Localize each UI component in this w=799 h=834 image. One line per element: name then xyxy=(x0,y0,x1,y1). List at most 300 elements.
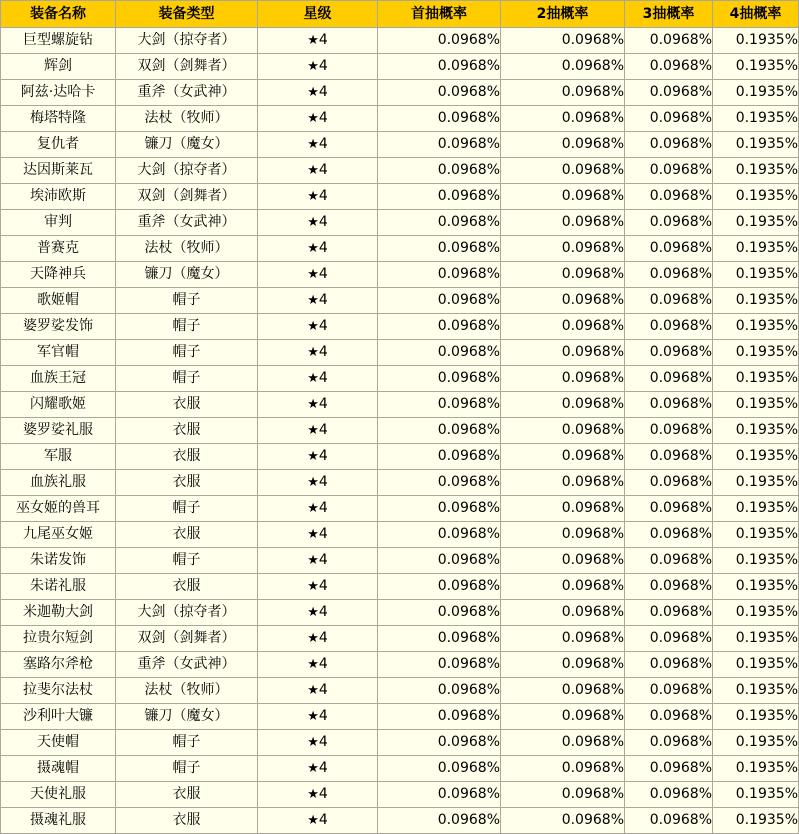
first-draw-rate-cell: 0.0968% xyxy=(378,158,501,184)
star-icon: ★ xyxy=(307,553,319,568)
star-level-value: 4 xyxy=(318,110,328,126)
equip-name-cell: 普赛克 xyxy=(1,236,116,262)
star-icon: ★ xyxy=(307,579,319,594)
table-row xyxy=(1,132,799,158)
draw2-rate-cell: 0.0968% xyxy=(501,106,625,132)
header-first-draw-rate: 首抽概率 xyxy=(378,1,501,28)
equip-name-cell: 婆罗娑礼服 xyxy=(1,418,116,444)
equip-type-cell: 大剑（掠夺者） xyxy=(116,158,258,184)
draw4-rate-cell: 0.1935% xyxy=(713,392,799,418)
star-icon: ★ xyxy=(307,189,319,204)
table-row xyxy=(1,28,799,54)
star-icon: ★ xyxy=(307,111,319,126)
draw2-rate-cell: 0.0968% xyxy=(501,392,625,418)
equip-name-cell: 婆罗娑发饰 xyxy=(1,314,116,340)
draw4-rate-cell: 0.1935% xyxy=(713,704,799,730)
first-draw-rate-cell: 0.0968% xyxy=(378,522,501,548)
star-icon: ★ xyxy=(307,293,319,308)
draw3-rate-cell: 0.0968% xyxy=(625,678,713,704)
draw4-rate-cell: 0.1935% xyxy=(713,210,799,236)
draw3-rate-cell: 0.0968% xyxy=(625,106,713,132)
star-level-cell xyxy=(258,756,378,782)
table-row xyxy=(1,678,799,704)
equip-name-cell: 巨型螺旋钻 xyxy=(1,28,116,54)
draw4-rate-cell: 0.1935% xyxy=(713,496,799,522)
equip-name-cell: 审判 xyxy=(1,210,116,236)
equip-name-cell: 朱诺发饰 xyxy=(1,548,116,574)
table-header-row xyxy=(1,1,799,28)
first-draw-rate-cell: 0.0968% xyxy=(378,678,501,704)
equip-type-cell: 双剑（剑舞者） xyxy=(116,626,258,652)
star-icon: ★ xyxy=(307,475,319,490)
star-level-value: 4 xyxy=(318,188,328,204)
draw2-rate-cell: 0.0968% xyxy=(501,236,625,262)
equip-type-cell: 衣服 xyxy=(116,392,258,418)
draw3-rate-cell: 0.0968% xyxy=(625,626,713,652)
star-level-cell xyxy=(258,288,378,314)
draw3-rate-cell: 0.0968% xyxy=(625,418,713,444)
draw4-rate-cell: 0.1935% xyxy=(713,730,799,756)
table-row xyxy=(1,522,799,548)
draw4-rate-cell: 0.1935% xyxy=(713,782,799,808)
table-row xyxy=(1,80,799,106)
draw3-rate-cell: 0.0968% xyxy=(625,158,713,184)
equip-type-cell: 帽子 xyxy=(116,314,258,340)
star-level-value: 4 xyxy=(318,318,328,334)
draw3-rate-cell: 0.0968% xyxy=(625,184,713,210)
star-level-cell xyxy=(258,236,378,262)
first-draw-rate-cell: 0.0968% xyxy=(378,730,501,756)
draw4-rate-cell: 0.1935% xyxy=(713,184,799,210)
table-row xyxy=(1,418,799,444)
equip-name-cell: 复仇者 xyxy=(1,132,116,158)
draw2-rate-cell: 0.0968% xyxy=(501,678,625,704)
star-icon: ★ xyxy=(307,709,319,724)
draw4-rate-cell: 0.1935% xyxy=(713,678,799,704)
draw2-rate-cell: 0.0968% xyxy=(501,548,625,574)
equip-name-cell: 摄魂礼服 xyxy=(1,808,116,834)
star-icon: ★ xyxy=(307,59,319,74)
header-star-level: 星级 xyxy=(258,1,378,28)
draw2-rate-cell: 0.0968% xyxy=(501,704,625,730)
equip-type-cell: 衣服 xyxy=(116,444,258,470)
star-level-value: 4 xyxy=(318,630,328,646)
draw3-rate-cell: 0.0968% xyxy=(625,236,713,262)
star-level-cell xyxy=(258,314,378,340)
star-icon: ★ xyxy=(307,423,319,438)
star-level-cell xyxy=(258,678,378,704)
star-icon: ★ xyxy=(307,813,319,828)
first-draw-rate-cell: 0.0968% xyxy=(378,496,501,522)
draw3-rate-cell: 0.0968% xyxy=(625,548,713,574)
equip-type-cell: 衣服 xyxy=(116,522,258,548)
table-row xyxy=(1,340,799,366)
table-row xyxy=(1,704,799,730)
draw4-rate-cell: 0.1935% xyxy=(713,366,799,392)
draw2-rate-cell: 0.0968% xyxy=(501,54,625,80)
star-level-value: 4 xyxy=(318,578,328,594)
draw2-rate-cell: 0.0968% xyxy=(501,158,625,184)
equip-type-cell: 帽子 xyxy=(116,496,258,522)
star-icon: ★ xyxy=(307,241,319,256)
draw2-rate-cell: 0.0968% xyxy=(501,366,625,392)
star-level-cell xyxy=(258,808,378,834)
star-icon: ★ xyxy=(307,605,319,620)
draw3-rate-cell: 0.0968% xyxy=(625,574,713,600)
star-level-value: 4 xyxy=(318,708,328,724)
first-draw-rate-cell: 0.0968% xyxy=(378,288,501,314)
draw2-rate-cell: 0.0968% xyxy=(501,314,625,340)
draw4-rate-cell: 0.1935% xyxy=(713,80,799,106)
equip-name-cell: 闪耀歌姬 xyxy=(1,392,116,418)
equip-type-cell: 法杖（牧师） xyxy=(116,106,258,132)
draw3-rate-cell: 0.0968% xyxy=(625,756,713,782)
star-icon: ★ xyxy=(307,449,319,464)
star-level-value: 4 xyxy=(318,604,328,620)
table-row xyxy=(1,756,799,782)
star-level-cell xyxy=(258,470,378,496)
table-row xyxy=(1,600,799,626)
draw3-rate-cell: 0.0968% xyxy=(625,392,713,418)
first-draw-rate-cell: 0.0968% xyxy=(378,808,501,834)
table-row xyxy=(1,106,799,132)
draw2-rate-cell: 0.0968% xyxy=(501,782,625,808)
equip-name-cell: 梅塔特隆 xyxy=(1,106,116,132)
table-row xyxy=(1,236,799,262)
star-level-cell xyxy=(258,392,378,418)
first-draw-rate-cell: 0.0968% xyxy=(378,600,501,626)
star-level-value: 4 xyxy=(318,500,328,516)
star-level-value: 4 xyxy=(318,344,328,360)
draw4-rate-cell: 0.1935% xyxy=(713,418,799,444)
draw3-rate-cell: 0.0968% xyxy=(625,652,713,678)
draw2-rate-cell: 0.0968% xyxy=(501,470,625,496)
equip-type-cell: 双剑（剑舞者） xyxy=(116,54,258,80)
star-level-value: 4 xyxy=(318,734,328,750)
equip-name-cell: 血族礼服 xyxy=(1,470,116,496)
star-level-value: 4 xyxy=(318,84,328,100)
equip-type-cell: 帽子 xyxy=(116,366,258,392)
equip-type-cell: 大剑（掠夺者） xyxy=(116,28,258,54)
draw4-rate-cell: 0.1935% xyxy=(713,262,799,288)
first-draw-rate-cell: 0.0968% xyxy=(378,392,501,418)
star-level-cell xyxy=(258,626,378,652)
first-draw-rate-cell: 0.0968% xyxy=(378,444,501,470)
draw3-rate-cell: 0.0968% xyxy=(625,704,713,730)
star-icon: ★ xyxy=(307,501,319,516)
table-row xyxy=(1,574,799,600)
draw3-rate-cell: 0.0968% xyxy=(625,470,713,496)
star-level-value: 4 xyxy=(318,786,328,802)
star-level-value: 4 xyxy=(318,266,328,282)
equip-name-cell: 巫女姬的兽耳 xyxy=(1,496,116,522)
equip-type-cell: 镰刀（魔女） xyxy=(116,132,258,158)
table-row xyxy=(1,444,799,470)
table-row xyxy=(1,54,799,80)
draw2-rate-cell: 0.0968% xyxy=(501,262,625,288)
table-row xyxy=(1,548,799,574)
equip-name-cell: 塞路尔斧枪 xyxy=(1,652,116,678)
draw2-rate-cell: 0.0968% xyxy=(501,210,625,236)
star-icon: ★ xyxy=(307,735,319,750)
draw2-rate-cell: 0.0968% xyxy=(501,574,625,600)
draw3-rate-cell: 0.0968% xyxy=(625,210,713,236)
first-draw-rate-cell: 0.0968% xyxy=(378,366,501,392)
draw4-rate-cell: 0.1935% xyxy=(713,522,799,548)
draw3-rate-cell: 0.0968% xyxy=(625,808,713,834)
equip-type-cell: 衣服 xyxy=(116,574,258,600)
draw4-rate-cell: 0.1935% xyxy=(713,106,799,132)
table-row xyxy=(1,314,799,340)
star-level-value: 4 xyxy=(318,396,328,412)
equip-type-cell: 重斧（女武神） xyxy=(116,652,258,678)
star-level-value: 4 xyxy=(318,136,328,152)
star-level-cell xyxy=(258,366,378,392)
equip-type-cell: 衣服 xyxy=(116,808,258,834)
draw4-rate-cell: 0.1935% xyxy=(713,132,799,158)
equip-name-cell: 军服 xyxy=(1,444,116,470)
draw2-rate-cell: 0.0968% xyxy=(501,28,625,54)
draw4-rate-cell: 0.1935% xyxy=(713,314,799,340)
draw4-rate-cell: 0.1935% xyxy=(713,548,799,574)
star-level-cell xyxy=(258,80,378,106)
star-icon: ★ xyxy=(307,527,319,542)
draw4-rate-cell: 0.1935% xyxy=(713,54,799,80)
star-icon: ★ xyxy=(307,267,319,282)
draw4-rate-cell: 0.1935% xyxy=(713,652,799,678)
draw4-rate-cell: 0.1935% xyxy=(713,470,799,496)
first-draw-rate-cell: 0.0968% xyxy=(378,782,501,808)
draw3-rate-cell: 0.0968% xyxy=(625,444,713,470)
first-draw-rate-cell: 0.0968% xyxy=(378,184,501,210)
star-icon: ★ xyxy=(307,657,319,672)
star-level-cell xyxy=(258,210,378,236)
first-draw-rate-cell: 0.0968% xyxy=(378,210,501,236)
star-icon: ★ xyxy=(307,33,319,48)
draw4-rate-cell: 0.1935% xyxy=(713,28,799,54)
draw3-rate-cell: 0.0968% xyxy=(625,132,713,158)
equip-name-cell: 埃沛欧斯 xyxy=(1,184,116,210)
star-icon: ★ xyxy=(307,85,319,100)
table-body xyxy=(1,28,799,834)
star-level-value: 4 xyxy=(318,448,328,464)
table-row xyxy=(1,626,799,652)
draw3-rate-cell: 0.0968% xyxy=(625,54,713,80)
star-level-cell xyxy=(258,548,378,574)
equip-type-cell: 帽子 xyxy=(116,340,258,366)
table-row xyxy=(1,782,799,808)
draw2-rate-cell: 0.0968% xyxy=(501,600,625,626)
star-level-value: 4 xyxy=(318,214,328,230)
table-row xyxy=(1,158,799,184)
draw2-rate-cell: 0.0968% xyxy=(501,184,625,210)
first-draw-rate-cell: 0.0968% xyxy=(378,28,501,54)
star-icon: ★ xyxy=(307,397,319,412)
draw3-rate-cell: 0.0968% xyxy=(625,80,713,106)
equip-type-cell: 衣服 xyxy=(116,418,258,444)
draw3-rate-cell: 0.0968% xyxy=(625,600,713,626)
equip-name-cell: 阿兹·达哈卡 xyxy=(1,80,116,106)
star-level-cell xyxy=(258,262,378,288)
first-draw-rate-cell: 0.0968% xyxy=(378,262,501,288)
star-level-cell xyxy=(258,730,378,756)
star-level-cell xyxy=(258,574,378,600)
draw2-rate-cell: 0.0968% xyxy=(501,340,625,366)
star-level-cell xyxy=(258,184,378,210)
draw2-rate-cell: 0.0968% xyxy=(501,288,625,314)
star-level-value: 4 xyxy=(318,32,328,48)
first-draw-rate-cell: 0.0968% xyxy=(378,132,501,158)
star-level-value: 4 xyxy=(318,656,328,672)
star-level-value: 4 xyxy=(318,370,328,386)
draw4-rate-cell: 0.1935% xyxy=(713,808,799,834)
equip-name-cell: 拉贵尔短剑 xyxy=(1,626,116,652)
draw3-rate-cell: 0.0968% xyxy=(625,730,713,756)
star-level-cell xyxy=(258,28,378,54)
star-level-value: 4 xyxy=(318,760,328,776)
header-equip-type: 装备类型 xyxy=(116,1,258,28)
star-level-cell xyxy=(258,418,378,444)
table-row xyxy=(1,262,799,288)
draw4-rate-cell: 0.1935% xyxy=(713,444,799,470)
draw4-rate-cell: 0.1935% xyxy=(713,626,799,652)
equip-type-cell: 帽子 xyxy=(116,730,258,756)
equip-type-cell: 衣服 xyxy=(116,782,258,808)
equip-name-cell: 军官帽 xyxy=(1,340,116,366)
draw3-rate-cell: 0.0968% xyxy=(625,782,713,808)
star-icon: ★ xyxy=(307,787,319,802)
table-row xyxy=(1,730,799,756)
star-icon: ★ xyxy=(307,137,319,152)
star-level-cell xyxy=(258,132,378,158)
star-level-value: 4 xyxy=(318,58,328,74)
equip-type-cell: 镰刀（魔女） xyxy=(116,262,258,288)
draw2-rate-cell: 0.0968% xyxy=(501,496,625,522)
first-draw-rate-cell: 0.0968% xyxy=(378,470,501,496)
table-row xyxy=(1,288,799,314)
draw2-rate-cell: 0.0968% xyxy=(501,652,625,678)
equip-type-cell: 重斧（女武神） xyxy=(116,210,258,236)
draw3-rate-cell: 0.0968% xyxy=(625,366,713,392)
draw3-rate-cell: 0.0968% xyxy=(625,496,713,522)
table-row xyxy=(1,184,799,210)
star-level-cell xyxy=(258,652,378,678)
equip-type-cell: 法杖（牧师） xyxy=(116,678,258,704)
star-level-value: 4 xyxy=(318,682,328,698)
first-draw-rate-cell: 0.0968% xyxy=(378,106,501,132)
equip-name-cell: 天降神兵 xyxy=(1,262,116,288)
star-icon: ★ xyxy=(307,683,319,698)
equip-name-cell: 歌姬帽 xyxy=(1,288,116,314)
draw2-rate-cell: 0.0968% xyxy=(501,80,625,106)
equip-name-cell: 血族王冠 xyxy=(1,366,116,392)
header-draw3-rate: 3抽概率 xyxy=(625,1,713,28)
draw2-rate-cell: 0.0968% xyxy=(501,522,625,548)
star-level-value: 4 xyxy=(318,812,328,828)
first-draw-rate-cell: 0.0968% xyxy=(378,574,501,600)
equip-type-cell: 衣服 xyxy=(116,470,258,496)
equip-name-cell: 摄魂帽 xyxy=(1,756,116,782)
equip-type-cell: 帽子 xyxy=(116,288,258,314)
draw4-rate-cell: 0.1935% xyxy=(713,158,799,184)
star-level-value: 4 xyxy=(318,292,328,308)
equip-name-cell: 天使帽 xyxy=(1,730,116,756)
draw4-rate-cell: 0.1935% xyxy=(713,288,799,314)
first-draw-rate-cell: 0.0968% xyxy=(378,756,501,782)
first-draw-rate-cell: 0.0968% xyxy=(378,54,501,80)
equip-name-cell: 米迦勒大剑 xyxy=(1,600,116,626)
star-level-cell xyxy=(258,496,378,522)
draw3-rate-cell: 0.0968% xyxy=(625,522,713,548)
equip-name-cell: 拉斐尔法杖 xyxy=(1,678,116,704)
table-row xyxy=(1,496,799,522)
draw4-rate-cell: 0.1935% xyxy=(713,756,799,782)
star-icon: ★ xyxy=(307,215,319,230)
draw4-rate-cell: 0.1935% xyxy=(713,340,799,366)
equip-type-cell: 双剑（剑舞者） xyxy=(116,184,258,210)
draw2-rate-cell: 0.0968% xyxy=(501,626,625,652)
equip-name-cell: 朱诺礼服 xyxy=(1,574,116,600)
star-level-cell xyxy=(258,444,378,470)
equip-name-cell: 沙利叶大镰 xyxy=(1,704,116,730)
first-draw-rate-cell: 0.0968% xyxy=(378,314,501,340)
draw4-rate-cell: 0.1935% xyxy=(713,574,799,600)
draw3-rate-cell: 0.0968% xyxy=(625,340,713,366)
star-level-value: 4 xyxy=(318,552,328,568)
first-draw-rate-cell: 0.0968% xyxy=(378,652,501,678)
equip-name-cell: 九尾巫女姬 xyxy=(1,522,116,548)
equip-type-cell: 法杖（牧师） xyxy=(116,236,258,262)
equip-type-cell: 大剑（掠夺者） xyxy=(116,600,258,626)
star-icon: ★ xyxy=(307,345,319,360)
first-draw-rate-cell: 0.0968% xyxy=(378,418,501,444)
star-level-cell xyxy=(258,600,378,626)
table-row xyxy=(1,652,799,678)
star-level-cell xyxy=(258,106,378,132)
first-draw-rate-cell: 0.0968% xyxy=(378,626,501,652)
star-level-cell xyxy=(258,782,378,808)
equip-name-cell: 达因斯莱瓦 xyxy=(1,158,116,184)
star-icon: ★ xyxy=(307,371,319,386)
equip-name-cell: 辉剑 xyxy=(1,54,116,80)
first-draw-rate-cell: 0.0968% xyxy=(378,704,501,730)
header-draw4-rate: 4抽概率 xyxy=(713,1,799,28)
draw3-rate-cell: 0.0968% xyxy=(625,314,713,340)
table-row xyxy=(1,392,799,418)
draw2-rate-cell: 0.0968% xyxy=(501,132,625,158)
star-level-cell xyxy=(258,522,378,548)
first-draw-rate-cell: 0.0968% xyxy=(378,340,501,366)
table-row xyxy=(1,808,799,834)
equip-type-cell: 帽子 xyxy=(116,548,258,574)
first-draw-rate-cell: 0.0968% xyxy=(378,236,501,262)
draw2-rate-cell: 0.0968% xyxy=(501,444,625,470)
draw2-rate-cell: 0.0968% xyxy=(501,808,625,834)
star-level-value: 4 xyxy=(318,526,328,542)
star-icon: ★ xyxy=(307,163,319,178)
first-draw-rate-cell: 0.0968% xyxy=(378,548,501,574)
draw4-rate-cell: 0.1935% xyxy=(713,236,799,262)
equip-type-cell: 镰刀（魔女） xyxy=(116,704,258,730)
draw2-rate-cell: 0.0968% xyxy=(501,730,625,756)
equip-type-cell: 重斧（女武神） xyxy=(116,80,258,106)
equip-name-cell: 天使礼服 xyxy=(1,782,116,808)
star-level-cell xyxy=(258,704,378,730)
star-level-cell xyxy=(258,340,378,366)
star-level-value: 4 xyxy=(318,240,328,256)
star-level-cell xyxy=(258,54,378,80)
header-equip-name: 装备名称 xyxy=(1,1,116,28)
